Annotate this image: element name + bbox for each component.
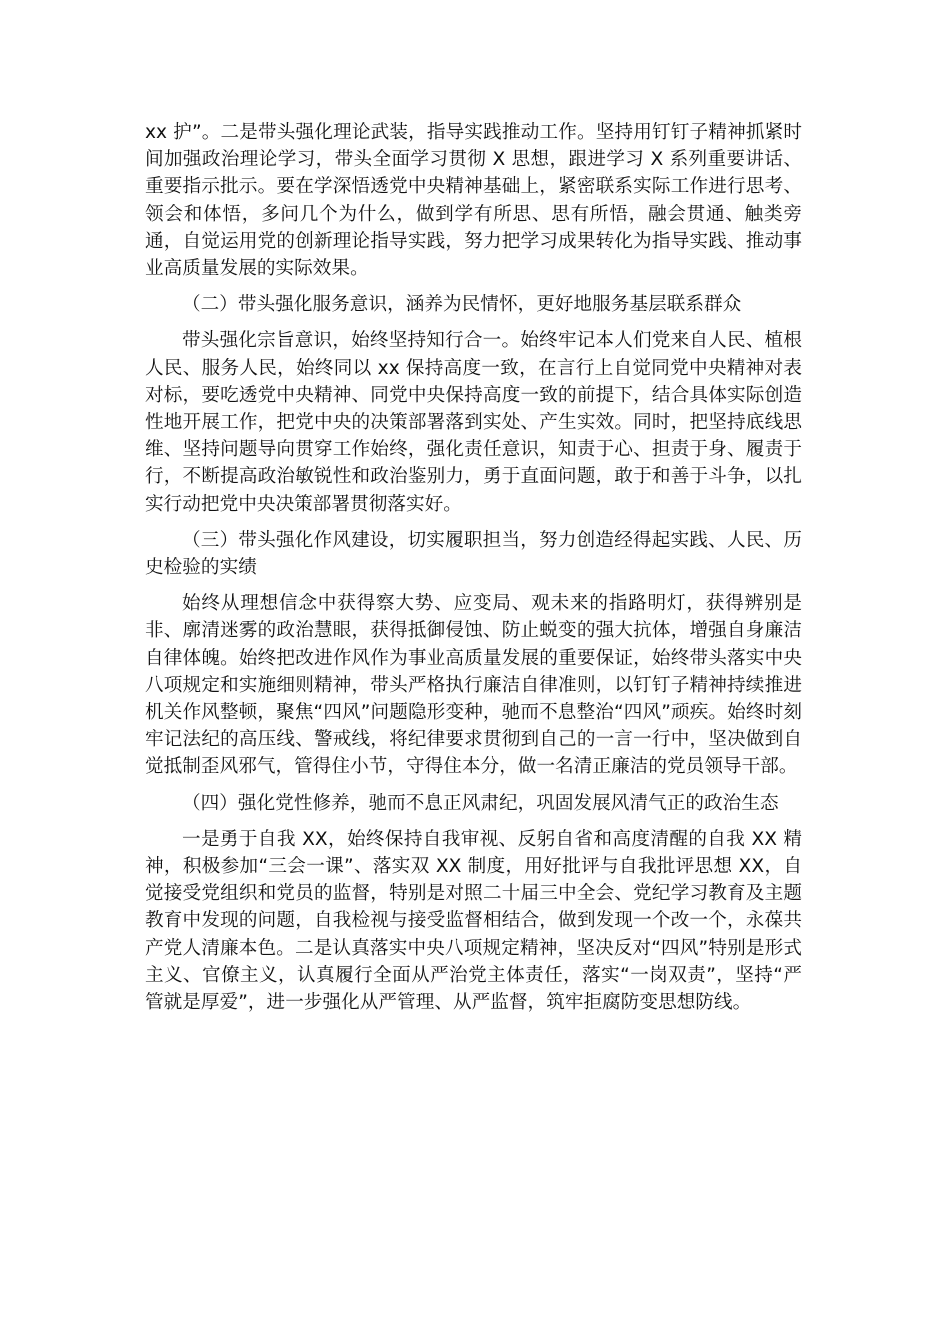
body-paragraph-3: 始终从理想信念中获得察大势、应变局、观未来的指路明灯，获得辨别是非、廓清迷雾的政治慧眼，获得抵御侵蚀、防止蜕变的强大抗体，增强自身廉洁自律体魄。始终把改进作风作为事业高质量发展的重要保证，始终带头落实中央八项规定和实施细则精神，带头严格执行廉洁自律准则，以钉钉子精神持续推进机关作风整顿，聚焦“四风”问题隐形变种，驰而不息整治“四风”顽疾。始终时刻牢记法纪的高压线、警戒线，将纪律要求贯彻到自己的一言一行中，坚决做到自觉抵制歪风邪气，管得住小节，守得住本分，做一名清正廉洁的党员领导干部。 bbox=[145, 593, 802, 778]
section-heading-4: （四）强化党性修养，驰而不息正风肃纪，巩固发展风清气正的政治生态 bbox=[182, 792, 779, 814]
body-paragraph-4: 一是勇于自我 XX，始终保持自我审视、反躬自省和高度清醒的自我 XX 精神，积极参加“三会一课”、落实双 XX 制度，用好批评与自我批评思想 XX，自觉接受党组织和党员的监督，特别是对照二十届三中全会、党纪学习教育及主题教育中发现的问题，自我检视与接受监督相结合，做到发现一个改一个，永葆共产党人清廉本色。二是认真落实中央八项规定精神，坚决反对“四风”特别是形式主义、官僚主义，认真履行全面从严治党主体责任，落实“一岗双责”，坚持“严管就是厚爱”，进一步强化从严管理、从严监督，筑牢拒腐防变思想防线。 bbox=[145, 828, 802, 1014]
section-heading-2: （二）带头强化服务意识，涵养为民情怀，更好地服务基层联系群众 bbox=[182, 294, 742, 316]
body-paragraph-2: 带头强化宗旨意识，始终坚持知行合一。始终牢记本人们党来自人民、植根人民、服务人民，始终同以 xx 保持高度一致，在言行上自觉同党中央精神对表对标，要吃透党中央精神、同党中央保持高度一致的前提下，结合具体实际创造性地开展工作，把党中央的决策部署落到实处、产生实效。同时，把坚持底线思维、坚持问题导向贯穿工作始终，强化责任意识，知责于心、担责于身、履责于行，不断提高政治敏锐性和政治鉴别力，勇于直面问题，敢于和善于斗争，以扎实行动把党中央决策部署贯彻落实好。 bbox=[145, 330, 802, 515]
body-paragraph-1: xx 护”。二是带头强化理论武装，指导实践推动工作。坚持用钉钉子精神抓紧时间加强政治理论学习，带头全面学习贯彻 X 思想，跟进学习 X 系列重要讲话、重要指示批示。要在学深悟透党中央精神基础上，紧密联系实际工作进行思考、领会和体悟，多问几个为什么，做到学有所思、思有所悟，融会贯通、触类旁通，自觉运用党的创新理论指导实践，努力把学习成果转化为指导实践、推动事业高质量发展的实际效果。 bbox=[145, 122, 802, 280]
document-page bbox=[145, 119, 802, 1016]
section-heading-3: （三）带头强化作风建设，切实履职担当，努力创造经得起实践、人民、历史检验的实绩 bbox=[145, 529, 802, 579]
